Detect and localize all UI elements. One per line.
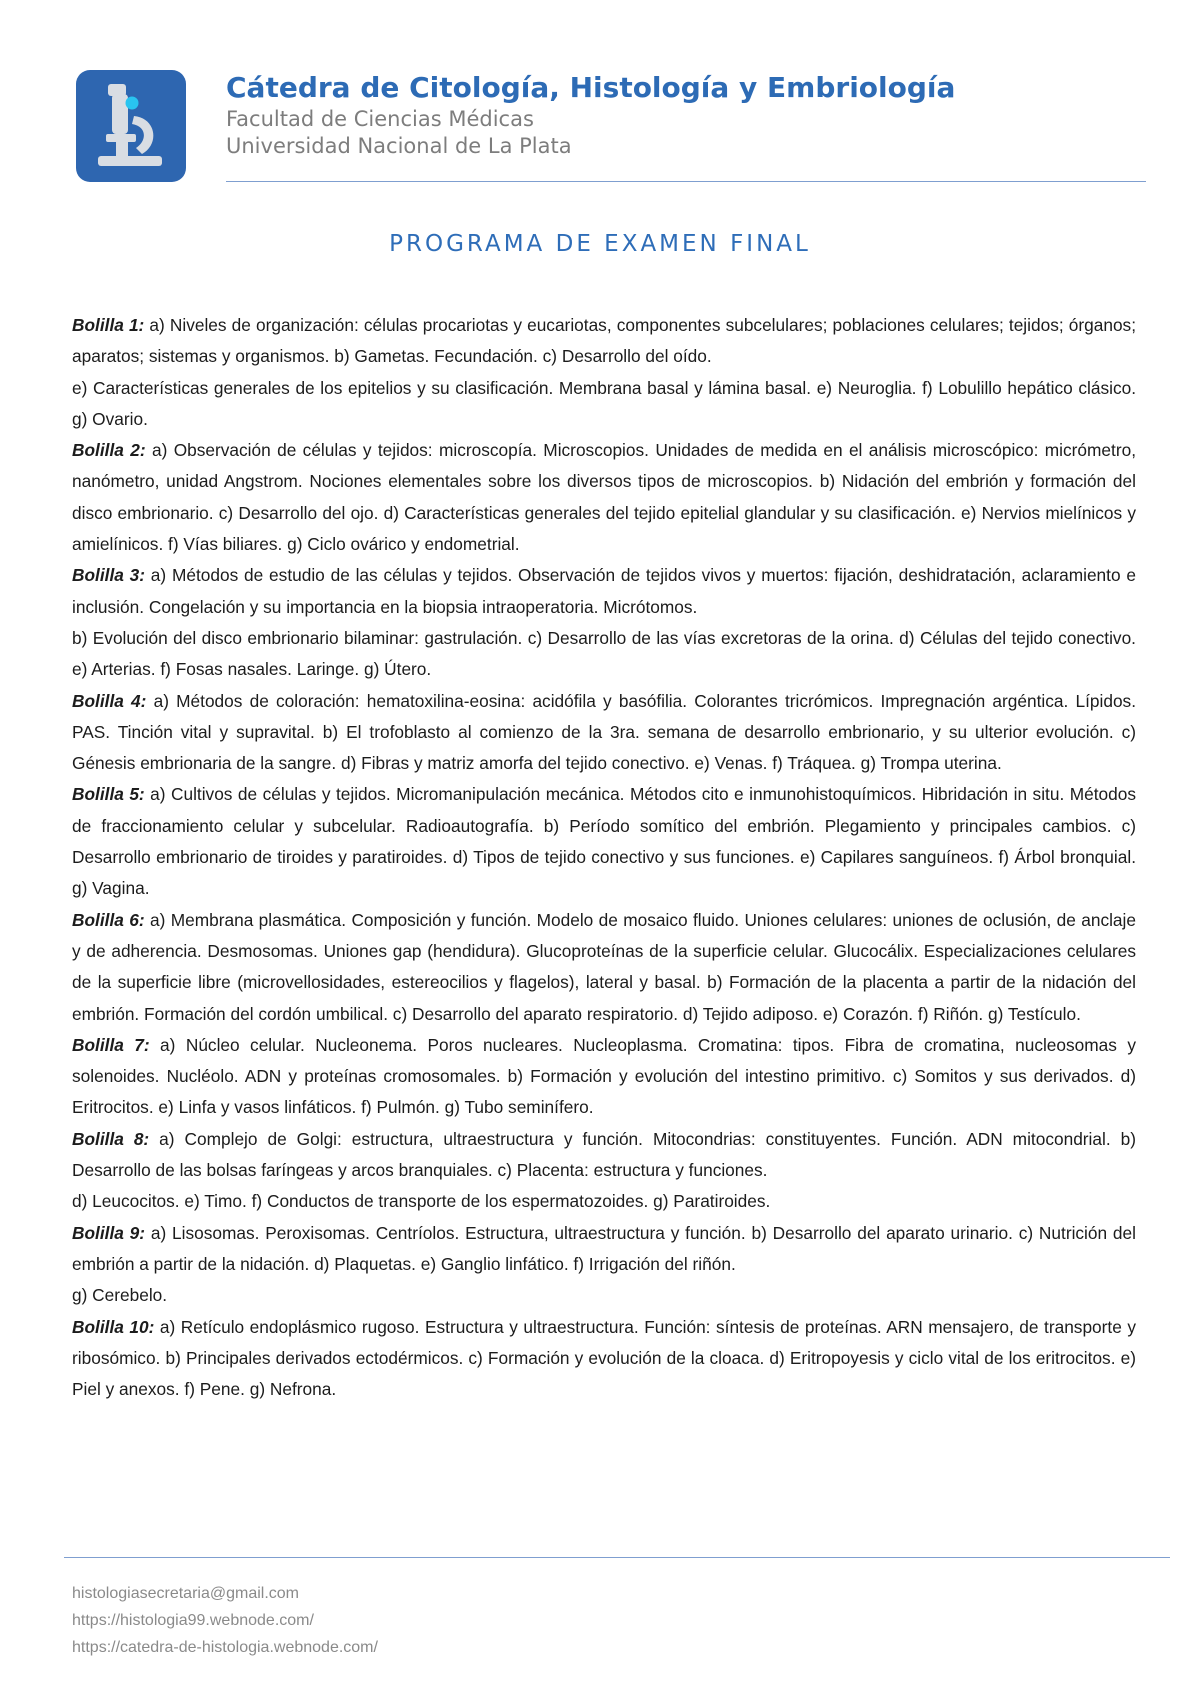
program-paragraph (72, 905, 1136, 1030)
program-paragraph (72, 1124, 1136, 1187)
bolilla-content: a) Retículo endoplásmico rugoso. Estructura y ultraestructura. Función: síntesis de proteínas. ARN mensajero, de transporte y ribosómico. b) Principales derivados ectodérmicos. c) Formación y evolución de la cloaca. d) Eritropoyesis y ciclo vital de los eritrocitos. e) Piel y anexos. f) Pene. g) Nefrona. (72, 1316, 1136, 1400)
program-paragraph (72, 1218, 1136, 1281)
bolilla-label: Bolilla 8: (72, 1128, 150, 1149)
bolilla-label: Bolilla 3: (72, 565, 146, 586)
program-paragraph (72, 623, 1136, 686)
bolilla-content: a) Métodos de estudio de las células y tejidos. Observación de tejidos vivos y muertos: fijación, deshidratación, aclaramiento e inclusión. Congelación y su importancia en la biopsia intraoperatoria. Micrótomos. (72, 565, 1136, 617)
program-paragraph (72, 1030, 1136, 1124)
bolilla-label: Bolilla 5: (72, 784, 145, 805)
program-paragraph (72, 1186, 1136, 1217)
footer-divider (64, 1557, 1170, 1558)
program-paragraph (72, 1312, 1136, 1406)
university-name: Universidad Nacional de La Plata (226, 134, 572, 158)
bolilla-content: a) Membrana plasmática. Composición y función. Modelo de mosaico fluido. Uniones celulares: uniones de oclusión, de anclaje y de adherencia. Desmosomas. Uniones gap (hendidura). Glucoproteínas de la superficie celular. Glucocálix. Especializaciones celulares de la superficie libre (microvellosidades, estereocilios y flagelos), lateral y basal. b) Formación de la placenta a partir de la nidación del embrión. Formación del cordón umbilical. c) Desarrollo del aparato respiratorio. d) Tejido adiposo. e) Corazón. f) Riñón. g) Testículo. (72, 909, 1136, 1024)
footer-email-link[interactable]: histologiasecretaria@gmail.com (72, 1585, 299, 1602)
bolilla-content: b) Evolución del disco embrionario bilaminar: gastrulación. c) Desarrollo de las vías excretoras de la orina. d) Células del tejido conectivo. e) Arterias. f) Fosas nasales. Laringe. g) Útero. (72, 627, 1136, 680)
exam-program-body (72, 310, 1136, 1405)
bolilla-content: a) Cultivos de células y tejidos. Micromanipulación mecánica. Métodos cito e inmunohistoquímicos. Hibridación in situ. Métodos de fraccionamiento celular y subcelular. Radioautografía. b) Período somítico del embrión. Plegamiento y principales cambios. c) Desarrollo embrionario de tiroides y paratiroides. d) Tipos de tejido conectivo y sus funciones. e) Capilares sanguíneos. f) Árbol bronquial. g) Vagina. (72, 784, 1136, 899)
bolilla-label: Bolilla 6: (72, 909, 145, 930)
header-titles (226, 70, 955, 160)
header (76, 70, 1146, 182)
bolilla-content: a) Observación de células y tejidos: microscopía. Microscopios. Unidades de medida en el análisis microscópico: micrómetro, nanómetro, unidad Angstrom. Nociones elementales sobre los diversos tipos de microscopios. b) Nidación del embrión y formación del disco embrionario. c) Desarrollo del ojo. d) Características generales del tejido epitelial glandular y su clasificación. e) Nervios mielínicos y amielínicos. f) Vías biliares. g) Ciclo ovárico y endometrial. (72, 440, 1136, 555)
bolilla-label: Bolilla 10: (72, 1316, 155, 1337)
bolilla-label: Bolilla 7: (72, 1034, 150, 1055)
bolilla-content: d) Leucocitos. e) Timo. f) Conductos de transporte de los espermatozoides. g) Paratiroides. (72, 1191, 771, 1212)
footer-website-link-1[interactable]: https://histologia99.webnode.com/ (72, 1612, 314, 1629)
bolilla-label: Bolilla 9: (72, 1222, 146, 1243)
header-divider (226, 181, 1146, 182)
program-paragraph (72, 435, 1136, 560)
program-paragraph (72, 310, 1136, 373)
page-title: PROGRAMA DE EXAMEN FINAL (389, 231, 811, 257)
program-paragraph (72, 779, 1136, 904)
bolilla-content: a) Niveles de organización: células procariotas y eucariotas, componentes subcelulares; poblaciones celulares; tejidos; órganos; aparatos; sistemas y organismos. b) Gametas. Fecundación. c) Desarrollo del oído. (72, 315, 1136, 367)
footer-website-link-2[interactable]: https://catedra-de-histologia.webnode.com/ (72, 1639, 378, 1656)
program-paragraph (72, 373, 1136, 436)
microscope-icon (76, 70, 186, 182)
bolilla-content: a) Núcleo celular. Nucleonema. Poros nucleares. Nucleoplasma. Cromatina: tipos. Fibra de cromatina, nucleosomas y solenoides. Nucléolo. ADN y proteínas cromosomales. b) Formación y evolución del intestino primitivo. c) Somitos y sus derivados. d) Eritrocitos. e) Linfa y vasos linfáticos. f) Pulmón. g) Tubo seminífero. (72, 1034, 1136, 1118)
program-paragraph (72, 1280, 1136, 1311)
faculty-name: Facultad de Ciencias Médicas (226, 107, 534, 131)
bolilla-content: g) Cerebelo. (72, 1285, 168, 1306)
program-paragraph (72, 560, 1136, 623)
bolilla-label: Bolilla 4: (72, 690, 147, 711)
bolilla-content: a) Complejo de Golgi: estructura, ultraestructura y función. Mitocondrias: constituyentes. Función. ADN mitocondrial. b) Desarrollo de las bolsas faríngeas y arcos branquiales. c) Placenta: estructura y funciones. (72, 1128, 1136, 1181)
bolilla-label: Bolilla 1: (72, 315, 145, 335)
bolilla-content: e) Características generales de los epitelios y su clasificación. Membrana basal y lámina basal. e) Neuroglia. f) Lobulillo hepático clásico. g) Ovario. (72, 377, 1136, 429)
footer (72, 1580, 378, 1661)
bolilla-label: Bolilla 2: (72, 440, 146, 461)
department-title: Cátedra de Citología, Histología y Embriología (226, 71, 956, 104)
program-paragraph (72, 686, 1136, 780)
bolilla-content: a) Métodos de coloración: hematoxilina-eosina: acidófila y basófilia. Colorantes tricrómicos. Impregnación argéntica. Lípidos. PAS. Tinción vital y supravital. b) El trofoblasto al comienzo de la 3ra. semana de desarrollo embrionario, y su ulterior evolución. c) Génesis embrionaria de la sangre. d) Fibras y matriz amorfa del tejido conectivo. e) Venas. f) Tráquea. g) Trompa uterina. (72, 690, 1136, 774)
bolilla-content: a) Lisosomas. Peroxisomas. Centríolos. Estructura, ultraestructura y función. b) Desarrollo del aparato urinario. c) Nutrición del embrión a partir de la nidación. d) Plaquetas. e) Ganglio linfático. f) Irrigación del riñón. (72, 1222, 1136, 1274)
